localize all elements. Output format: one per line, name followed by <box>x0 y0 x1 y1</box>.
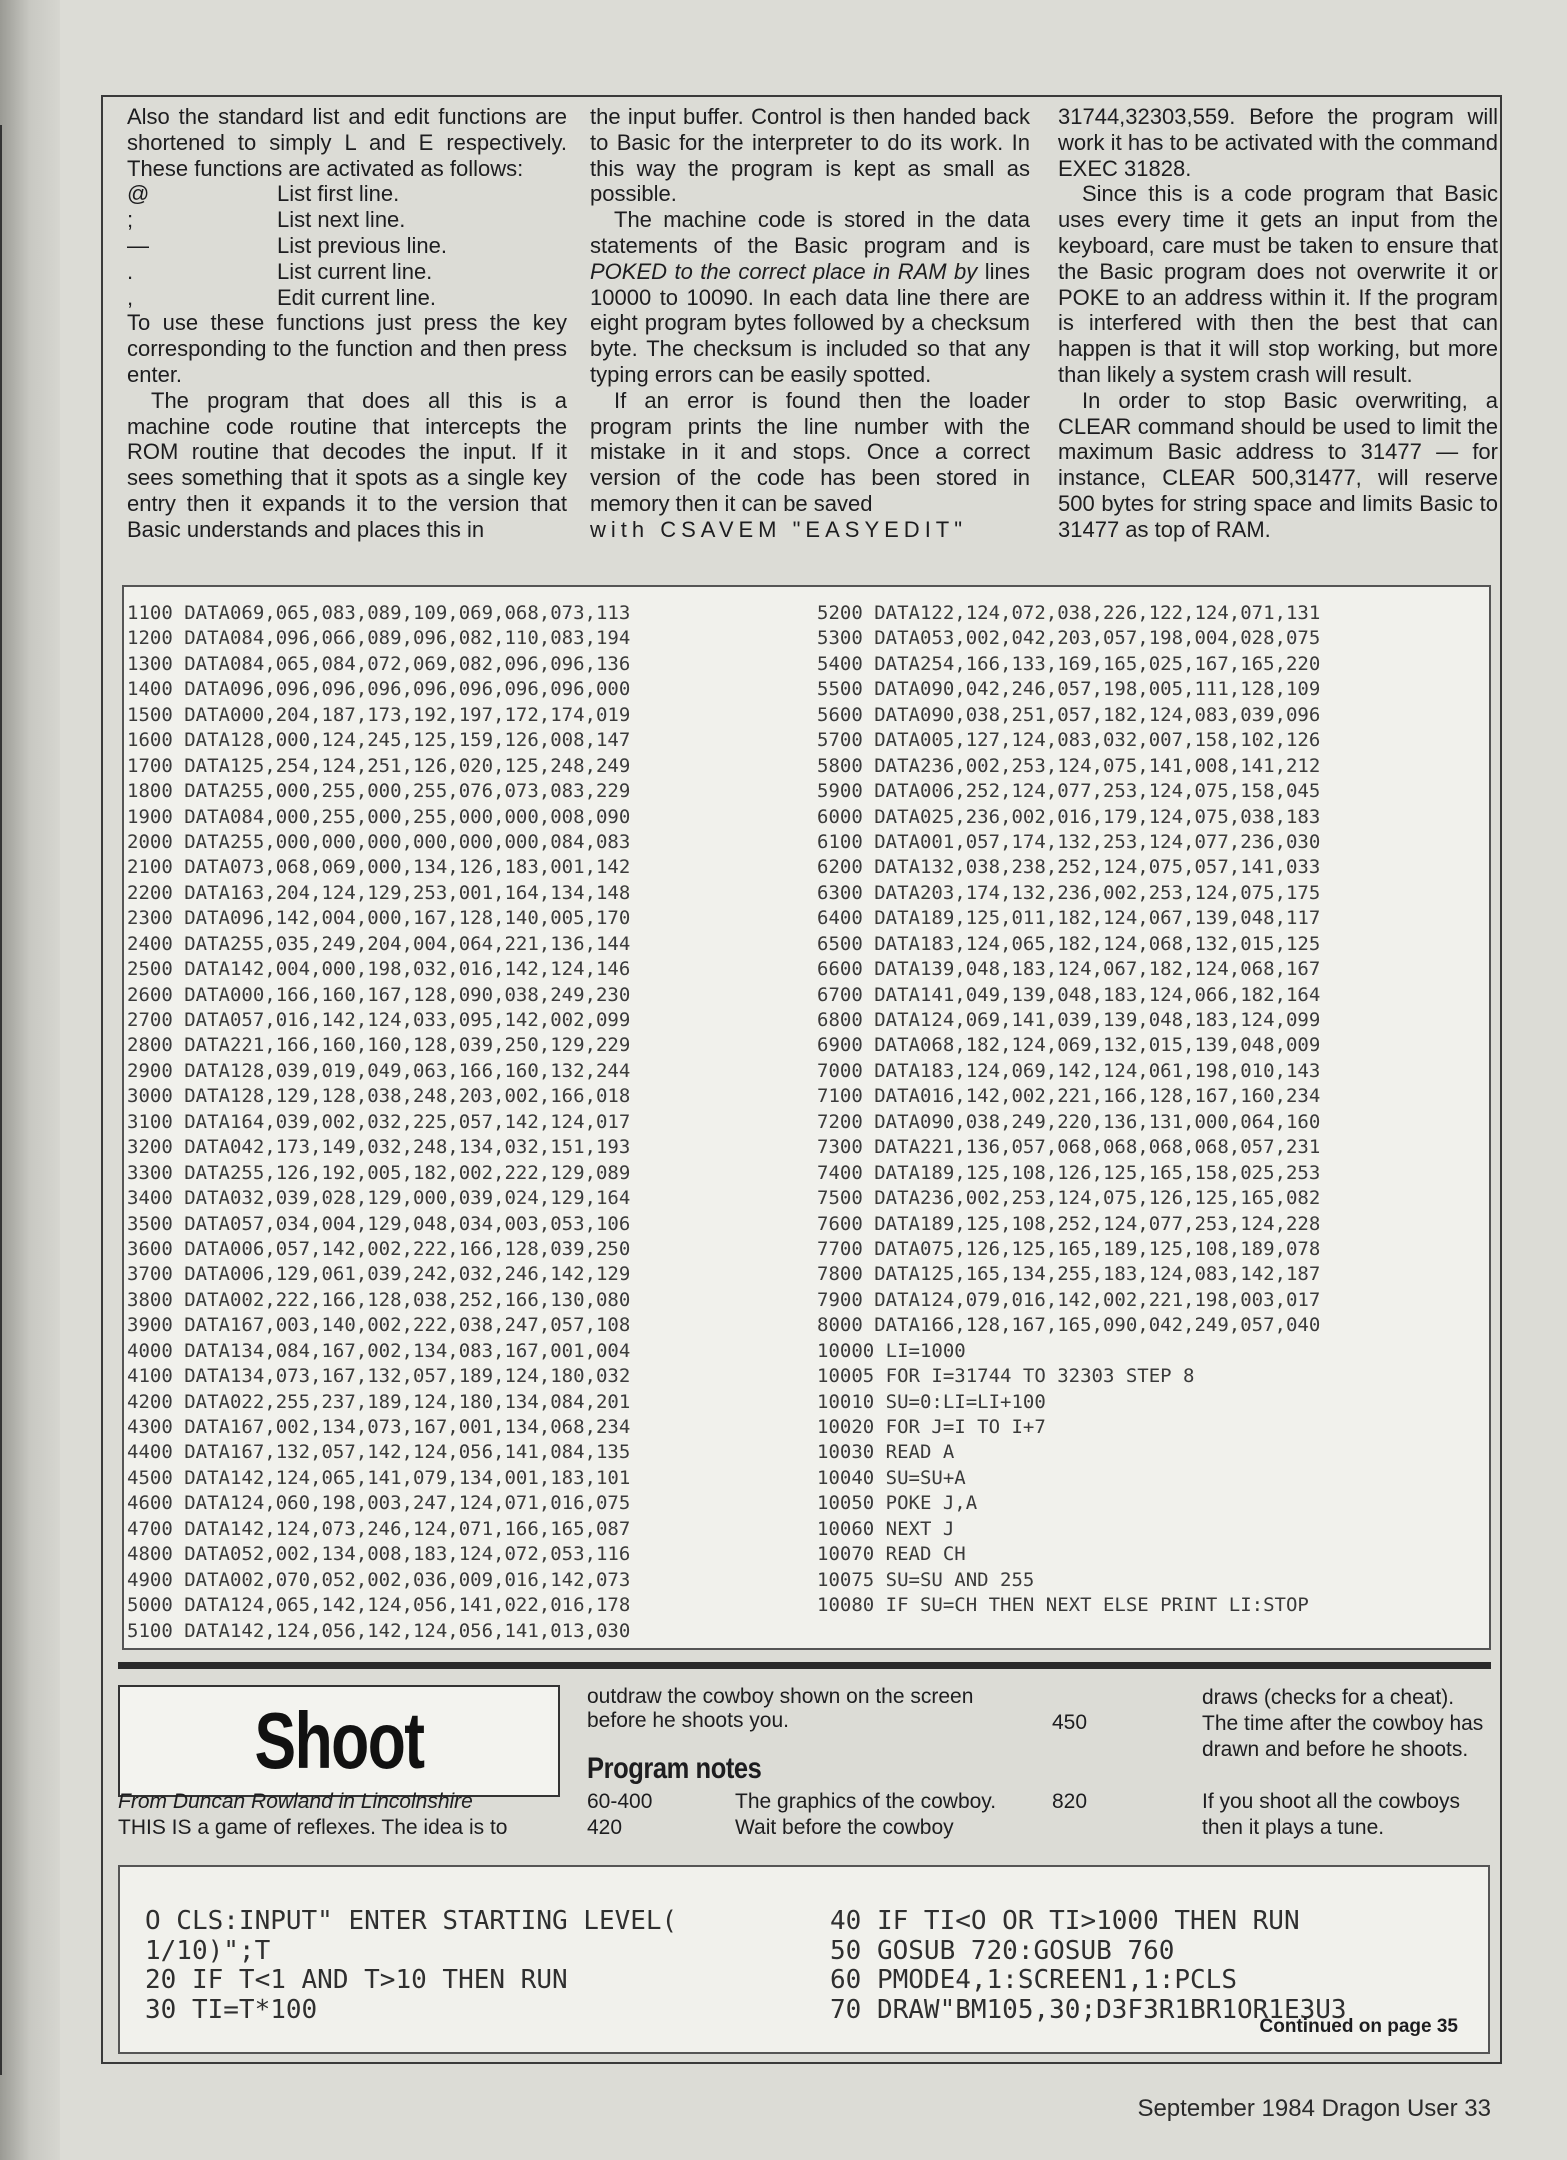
code-line: 8000 DATA166,128,167,165,090,042,249,057,040 <box>817 1314 1321 1337</box>
code-line: 5200 DATA122,124,072,038,226,122,124,071,131 <box>817 602 1321 624</box>
col3-paragraph-3: In order to stop Basic overwriting, a CLEAR command should be used to limit the maximum Basic address to 31477 — for instance, CLEAR 500,31477, will reserve 500 bytes for string space and limits Basic to 31477 as top of RAM. <box>1058 387 1498 542</box>
code-line: O CLS:INPUT" ENTER STARTING LEVEL( <box>145 1906 678 1936</box>
note-text: The graphics of the cowboy. <box>735 1790 997 1813</box>
code-line: 10005 FOR I=31744 TO 32303 STEP 8 <box>817 1365 1195 1388</box>
shoot-intro-continued: outdraw the cowboy shown on the screen before he shoots you. <box>587 1685 974 1732</box>
col1-paragraph-3: The program that does all this is a machine code routine that intercepts the ROM routine that decodes the input. If it sees something that it spots as a single key entry then it expands it to the version that Basic understands and places this in <box>127 387 567 542</box>
code-line: 4400 DATA167,132,057,142,124,056,141,084,135 <box>127 1441 631 1464</box>
code-line: 2300 DATA096,142,004,000,167,128,140,005,170 <box>127 907 631 930</box>
code-line: 4700 DATA142,124,073,246,124,071,166,165,087 <box>127 1517 631 1540</box>
code-line: 3300 DATA255,126,192,005,182,002,222,129,089 <box>127 1161 631 1184</box>
key-function-row <box>127 207 567 233</box>
col2-csavem-line: with CSAVEM "EASYEDIT" <box>590 516 968 542</box>
code-line: 7100 DATA016,142,002,221,166,128,167,160,234 <box>817 1085 1321 1108</box>
code-line: 6600 DATA139,048,183,124,067,182,124,068,167 <box>817 958 1321 981</box>
code-line: 4600 DATA124,060,198,003,247,124,071,016,075 <box>127 1492 631 1515</box>
code-line: 5700 DATA005,127,124,083,032,007,158,102,126 <box>817 729 1321 752</box>
code-line: 5500 DATA090,042,246,057,198,005,111,128,109 <box>817 678 1321 701</box>
code-line: 5800 DATA236,002,253,124,075,141,008,141,212 <box>817 754 1321 777</box>
code-line: 7200 DATA090,038,249,220,136,131,000,064,160 <box>817 1110 1321 1133</box>
listing-left-column <box>127 601 630 1644</box>
code-line: 6100 DATA001,057,174,132,253,124,077,236,030 <box>817 830 1321 853</box>
code-line: 2700 DATA057,016,142,124,033,095,142,002,099 <box>127 1009 631 1031</box>
code-line: 20 IF T<1 AND T>10 THEN RUN <box>145 1965 568 1995</box>
code-line: 3600 DATA006,057,142,002,222,166,128,039,250 <box>127 1237 631 1260</box>
code-line: 3800 DATA002,222,166,128,038,252,166,130,080 <box>127 1288 631 1311</box>
code-line: 1400 DATA096,096,096,096,096,096,096,096,000 <box>127 678 631 701</box>
page-spine-shadow <box>0 0 60 2160</box>
key-symbol: — <box>127 232 149 258</box>
shoot-intro: THIS IS a game of reflexes. The idea is to <box>118 1816 508 1839</box>
col2-paragraph-3: If an error is found then the loader program prints the line number with the mistake in it and stops. Once a correct version of the code has been stored in memory then it can be saved <box>590 387 1030 516</box>
column-1 <box>127 104 567 543</box>
code-line: 7600 DATA189,125,108,252,124,077,253,124,228 <box>817 1212 1321 1235</box>
col3-paragraph-1: 31744,32303,559. Before the program will work it has to be activated with the command EXEC 31828. <box>1058 104 1498 181</box>
col2-p2-end: lines 10000 to 10090. In each data line there are eight program bytes followed by a checksum byte. The checksum is included so that any typing errors can be easily spotted. <box>590 258 1030 387</box>
code-line: 1700 DATA125,254,124,251,126,020,125,248,249 <box>127 754 631 777</box>
key-description: Edit current line. <box>277 284 436 310</box>
code-line: 5100 DATA142,124,056,142,124,056,141,013,030 <box>127 1619 631 1642</box>
note-text: If you shoot all the cowboys then it plays a tune. <box>1202 1790 1460 1839</box>
col3-paragraph-2: Since this is a code program that Basic uses every time it gets an input from the keyboard, care must be taken to ensure that the Basic program does not overwrite it or POKE to an address within it. If the program is interfered with then the best that can happen is that it will stop working, but more than likely a system crash will result. <box>1058 181 1498 387</box>
code-line: 6800 DATA124,069,141,039,139,048,183,124,099 <box>817 1009 1321 1031</box>
code-line: 5400 DATA254,166,133,169,165,025,167,165,220 <box>817 652 1321 675</box>
code-line: 6200 DATA132,038,238,252,124,075,057,141,033 <box>817 856 1321 879</box>
key-function-row <box>127 259 567 285</box>
code-line: 3900 DATA167,003,140,002,222,038,247,057,108 <box>127 1314 631 1337</box>
code-line: 10050 POKE J,A <box>817 1492 978 1515</box>
code-line: 50 GOSUB 720:GOSUB 760 <box>830 1935 1175 1966</box>
code-line: 10070 READ CH <box>817 1543 966 1566</box>
code-line: 7400 DATA189,125,108,126,125,165,158,025,253 <box>817 1161 1321 1184</box>
code-line: 40 IF TI<O OR TI>1000 THEN RUN <box>830 1906 1300 1936</box>
col2-paragraph-1: the input buffer. Control is then handed back to Basic for the interpreter to do its work. In this way the program is kept as small as possible. <box>590 104 1030 207</box>
code-line: 4800 DATA052,002,134,008,183,124,072,053,116 <box>127 1543 631 1566</box>
shoot-title: Shoot <box>254 1696 424 1785</box>
col2-paragraph-2 <box>590 207 1030 388</box>
code-line: 1300 DATA084,065,084,072,069,082,096,096,136 <box>127 652 631 675</box>
gutter-line <box>0 125 2 2075</box>
key-symbol: @ <box>127 181 150 207</box>
code-line: 6400 DATA189,125,011,182,124,067,139,048,117 <box>817 907 1321 930</box>
code-line: 70 DRAW"BM105,30;D3F3R1BR1OR1E3U3 <box>830 1994 1347 2025</box>
data-listing-box <box>122 585 1491 1650</box>
note-line-number: 820 <box>1052 1790 1088 1813</box>
code-line: 10030 READ A <box>817 1441 955 1464</box>
code-line: 7500 DATA236,002,253,124,075,126,125,165,082 <box>817 1187 1321 1210</box>
key-description: List current line. <box>277 258 433 284</box>
code-line: 2200 DATA163,204,124,129,253,001,164,134,148 <box>127 881 631 904</box>
code-line: 10040 SU=SU+A <box>817 1466 966 1489</box>
code-line: 1800 DATA255,000,255,000,255,076,073,083,229 <box>127 780 631 803</box>
code-line: 30 TI=T*100 <box>145 1994 318 2025</box>
code-line: 2900 DATA128,039,019,049,063,166,160,132,244 <box>127 1059 631 1082</box>
key-function-list <box>127 181 567 310</box>
col1-intro: Also the standard list and edit functions are shortened to simply L and E respectively. These functions are activated as follows: <box>127 104 567 181</box>
key-symbol: , <box>127 284 134 310</box>
code-line: 5600 DATA090,038,251,057,182,124,083,039,096 <box>817 703 1321 726</box>
code-line: 1100 DATA069,065,083,089,109,069,068,073,113 <box>127 602 631 624</box>
key-function-row <box>127 233 567 259</box>
code-line: 10075 SU=SU AND 255 <box>817 1568 1035 1591</box>
code-line: 3400 DATA032,039,028,129,000,039,024,129,164 <box>127 1187 631 1210</box>
code-line: 10010 SU=0:LI=LI+100 <box>817 1390 1046 1413</box>
program-notes-heading: Program notes <box>587 1752 762 1785</box>
code-line: 7800 DATA125,165,134,255,183,124,083,142,187 <box>817 1263 1321 1286</box>
key-symbol: . <box>127 258 134 284</box>
code-line: 10060 NEXT J <box>817 1517 955 1540</box>
code-line: 6500 DATA183,124,065,182,124,068,132,015,125 <box>817 932 1321 955</box>
col1-paragraph-2: To use these functions just press the key corresponding to the function and then press enter. <box>127 310 567 387</box>
code-line: 3700 DATA006,129,061,039,242,032,246,142,129 <box>127 1263 631 1286</box>
key-description: List next line. <box>277 207 406 233</box>
code-line: 6300 DATA203,174,132,236,002,253,124,075,175 <box>817 881 1321 904</box>
key-function-row <box>127 285 567 311</box>
section-divider <box>118 1662 1491 1669</box>
col2-p2-start: The machine code is stored in the data statements of the Basic program and is <box>590 207 1030 258</box>
code-line: 6900 DATA068,182,124,069,132,015,139,048,009 <box>817 1034 1321 1057</box>
article-columns <box>124 104 1498 574</box>
listing-right-column <box>817 601 1320 1619</box>
code-line: 7300 DATA221,136,057,068,068,068,068,057,231 <box>817 1136 1321 1159</box>
code-line: 1600 DATA128,000,124,245,125,159,126,008,147 <box>127 729 631 752</box>
note-text: draws (checks for a cheat). The time after the cowboy has drawn and before he shoots. <box>1202 1686 1484 1761</box>
continued-note: Continued on page 35 <box>1259 2016 1458 2037</box>
code-line: 1900 DATA084,000,255,000,255,000,000,008,090 <box>127 805 631 828</box>
code-line: 2100 DATA073,068,069,000,134,126,183,001,142 <box>127 856 631 879</box>
key-description: List previous line. <box>277 232 447 258</box>
code-line: 5000 DATA124,065,142,124,056,141,022,016,178 <box>127 1594 631 1617</box>
code-line: 4000 DATA134,084,167,002,134,083,167,001,004 <box>127 1339 631 1362</box>
code-line: 5300 DATA053,002,042,203,057,198,004,028,075 <box>817 627 1321 650</box>
code-line: 2000 DATA255,000,000,000,000,000,000,084,083 <box>127 830 631 853</box>
shoot-title-box <box>118 1685 560 1797</box>
shoot-byline-block <box>118 1789 568 1841</box>
code-line: 4100 DATA134,073,167,132,057,189,124,180,032 <box>127 1365 631 1388</box>
code-line: 2400 DATA255,035,249,204,004,064,221,136,144 <box>127 932 631 955</box>
code-line: 1500 DATA000,204,187,173,192,197,172,174,019 <box>127 703 631 726</box>
key-symbol: ; <box>127 207 134 233</box>
code-line: 6000 DATA025,236,002,016,179,124,075,038,183 <box>817 805 1321 828</box>
note-line-number: 450 <box>1052 1711 1088 1734</box>
shoot-byline: From Duncan Rowland in Lincolnshire <box>118 1790 473 1813</box>
code-line: 1/10)";T <box>145 1935 271 1966</box>
code-line: 10020 FOR J=I TO I+7 <box>817 1416 1046 1438</box>
code-line: 4300 DATA167,002,134,073,167,001,134,068,234 <box>127 1416 631 1438</box>
code-line: 2600 DATA000,166,160,167,128,090,038,249,230 <box>127 983 631 1006</box>
note-line-number: 420 <box>587 1816 623 1839</box>
key-function-row <box>127 181 567 207</box>
code-line: 5900 DATA006,252,124,077,253,124,075,158,045 <box>817 780 1321 803</box>
code-line: 4200 DATA022,255,237,189,124,180,134,084,201 <box>127 1390 631 1413</box>
column-2 <box>590 104 1030 543</box>
code-line: 7000 DATA183,124,069,142,124,061,198,010,143 <box>817 1059 1321 1082</box>
code-line: 10000 LI=1000 <box>817 1339 966 1362</box>
code-line: 3500 DATA057,034,004,129,048,034,003,053,106 <box>127 1212 631 1235</box>
column-3 <box>1058 104 1498 543</box>
code-line: 4900 DATA002,070,052,002,036,009,016,142,073 <box>127 1568 631 1591</box>
code-line: 10080 IF SU=CH THEN NEXT ELSE PRINT LI:STOP <box>817 1594 1309 1617</box>
code-line: 3100 DATA164,039,002,032,225,057,142,124,017 <box>127 1110 631 1133</box>
code-line: 3200 DATA042,173,149,032,248,134,032,151,193 <box>127 1136 631 1159</box>
code-line: 2500 DATA142,004,000,198,032,016,142,124,146 <box>127 958 631 981</box>
note-text: Wait before the cowboy <box>735 1816 954 1839</box>
shoot-listing-box <box>118 1865 1490 2054</box>
code-line: 6700 DATA141,049,139,048,183,124,066,182,164 <box>817 983 1321 1006</box>
shoot-listing-left <box>145 1907 677 2025</box>
code-line: 4500 DATA142,124,065,141,079,134,001,183,101 <box>127 1466 631 1489</box>
code-line: 1200 DATA084,096,066,089,096,082,110,083,194 <box>127 627 631 650</box>
key-description: List first line. <box>277 181 400 207</box>
code-line: 7700 DATA075,126,125,165,189,125,108,189,078 <box>817 1237 1321 1260</box>
note-line-number: 60-400 <box>587 1790 653 1813</box>
code-line: 2800 DATA221,166,160,160,128,039,250,129,229 <box>127 1034 631 1057</box>
col2-p2-italic: POKED to the correct place in RAM by <box>590 258 978 284</box>
code-line: 3000 DATA128,129,128,038,248,203,002,166,018 <box>127 1085 631 1108</box>
shoot-listing-right <box>830 1907 1347 2025</box>
code-line: 60 PMODE4,1:SCREEN1,1:PCLS <box>830 1965 1237 1995</box>
code-line: 7900 DATA124,079,016,142,002,221,198,003,017 <box>817 1288 1321 1311</box>
page-footer: September 1984 Dragon User 33 <box>1137 2095 1491 2122</box>
